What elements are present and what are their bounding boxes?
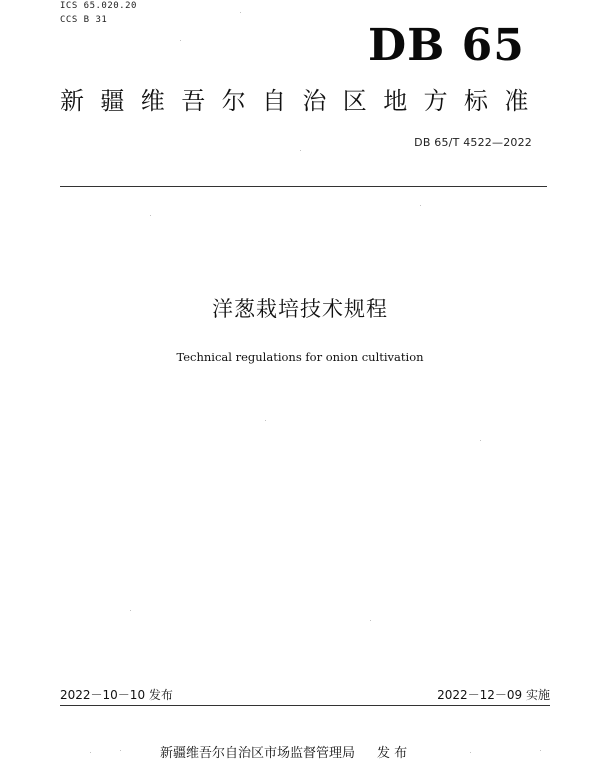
scan-speck — [130, 610, 131, 611]
db-logo: DB 65 — [368, 20, 525, 71]
ics-code: ICS 65.020.20 — [60, 1, 137, 11]
scan-speck — [90, 752, 91, 753]
scan-speck — [180, 40, 181, 41]
standard-number: DB 65/T 4522—2022 — [414, 136, 532, 149]
scan-speck — [240, 12, 241, 13]
scan-speck — [120, 750, 121, 751]
scan-speck — [370, 620, 371, 621]
header-divider — [60, 186, 547, 187]
scan-speck — [480, 440, 481, 441]
document-title-en: Technical regulations for onion cultivation — [176, 350, 424, 364]
scan-speck — [470, 752, 471, 753]
ccs-code: CCS B 31 — [60, 15, 108, 25]
scan-speck — [300, 150, 301, 151]
scan-speck — [150, 215, 151, 216]
scan-speck — [265, 420, 266, 421]
publish-date: 2022－10－10 发布 — [60, 688, 173, 702]
scan-speck — [420, 205, 421, 206]
issuer-name: 新疆维吾尔自治区市场监督管理局 — [160, 746, 356, 761]
issue-label: 发 布 — [377, 746, 408, 761]
footer-divider — [60, 705, 550, 706]
implement-date: 2022－12－09 实施 — [437, 688, 550, 702]
document-title-zh: 洋葱栽培技术规程 — [212, 297, 388, 321]
issuer-line — [160, 745, 407, 763]
standard-title: 新疆维吾尔自治区地方标准 — [60, 87, 545, 115]
scan-speck — [540, 750, 541, 751]
